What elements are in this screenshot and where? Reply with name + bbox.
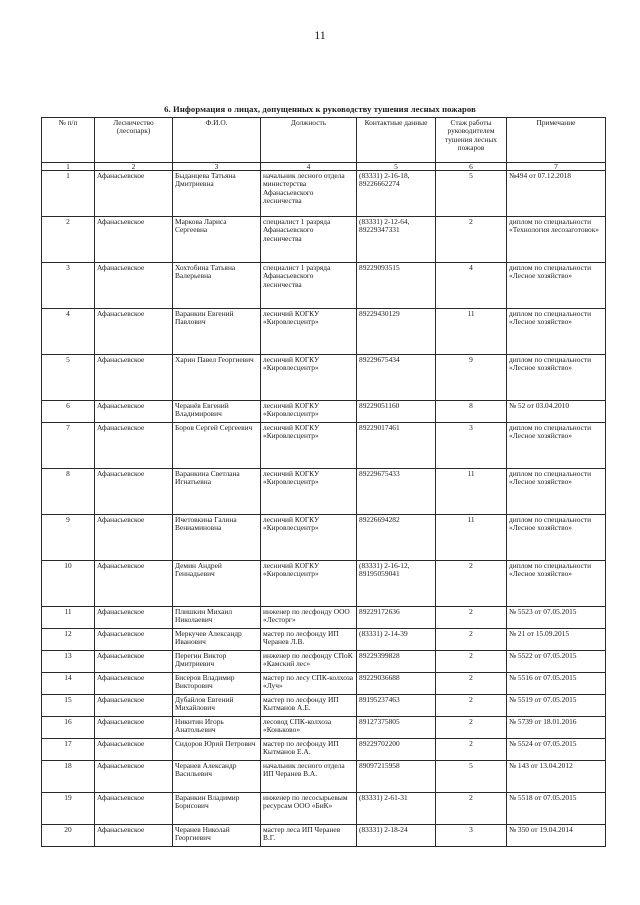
cell-experience: 2 — [436, 607, 507, 629]
cell-name: Боров Сергей Сергеевич — [173, 423, 261, 469]
table-row — [42, 629, 606, 651]
cell-contact: 89229675434 — [357, 355, 436, 401]
cell-note: № 52 от 03.04.2010 — [507, 401, 606, 423]
cell-num: 12 — [42, 629, 95, 651]
table-row — [42, 515, 606, 561]
cell-num: 2 — [42, 217, 95, 263]
table-row — [42, 825, 606, 847]
cell-forestry: Афанасьевское — [95, 423, 173, 469]
cell-num: 9 — [42, 515, 95, 561]
col-header-note: Примечание — [507, 118, 606, 163]
cell-position: мастер леса ИП Черанев В.Г. — [261, 825, 357, 847]
cell-contact: 89229675433 — [357, 469, 436, 515]
cell-num: 5 — [42, 355, 95, 401]
cell-note: № 5518 от 07.05.2015 — [507, 793, 606, 825]
cell-position: лесничий КОГКУ «Кировлесцентр» — [261, 309, 357, 355]
cell-contact: (83331) 2-12-64, 89229347331 — [357, 217, 436, 263]
cell-num: 17 — [42, 739, 95, 761]
table-row — [42, 355, 606, 401]
cell-contact: 89229051160 — [357, 401, 436, 423]
cell-note: № 5522 от 07.05.2015 — [507, 651, 606, 673]
cell-experience: 2 — [436, 673, 507, 695]
cell-position: лесничий КОГКУ «Кировлесцентр» — [261, 469, 357, 515]
cell-experience: 2 — [436, 739, 507, 761]
cell-num: 4 — [42, 309, 95, 355]
cell-name: Меркучев Александр Иванович — [173, 629, 261, 651]
col-header-contact: Контактные данные — [357, 118, 436, 163]
cell-name: Черанев Николай Георгиевич — [173, 825, 261, 847]
cell-contact: 89195237463 — [357, 695, 436, 717]
cell-contact: (83331) 2-16-12, 89195059041 — [357, 561, 436, 607]
cell-name: Никитин Игорь Анатольевич — [173, 717, 261, 739]
cell-experience: 8 — [436, 401, 507, 423]
cell-experience: 4 — [436, 263, 507, 309]
cell-forestry: Афанасьевское — [95, 469, 173, 515]
table-row — [42, 717, 606, 739]
cell-note: диплом по специальности «Лесное хозяйство» — [507, 561, 606, 607]
cell-name: Варанкина Светлана Игнатьевна — [173, 469, 261, 515]
cell-experience: 5 — [436, 761, 507, 793]
cell-experience: 2 — [436, 561, 507, 607]
cell-experience: 2 — [436, 695, 507, 717]
cell-position: специалист 1 разряда Афанасьевского лесничества — [261, 217, 357, 263]
cell-position: лесовод СПК-колхоза «Коньково» — [261, 717, 357, 739]
cell-num: 10 — [42, 561, 95, 607]
cell-forestry: Афанасьевское — [95, 695, 173, 717]
cell-num: 8 — [42, 469, 95, 515]
cell-contact: 89229430129 — [357, 309, 436, 355]
cell-name: Сидоров Юрий Петрович — [173, 739, 261, 761]
cell-experience: 2 — [436, 793, 507, 825]
cell-forestry: Афанасьевское — [95, 739, 173, 761]
cell-forestry: Афанасьевское — [95, 561, 173, 607]
cell-position: инженер по лесфонду СПоК «Камский лес» — [261, 651, 357, 673]
document-title: 6. Информация о лицах, допущенных к руководству тушения лесных пожаров — [164, 104, 476, 114]
cell-num: 18 — [42, 761, 95, 793]
table-row — [42, 761, 606, 793]
cell-experience: 3 — [436, 825, 507, 847]
cell-forestry: Афанасьевское — [95, 825, 173, 847]
cell-note: диплом по специальности «Лесное хозяйство» — [507, 515, 606, 561]
cell-note: диплом по специальности «Лесное хозяйство» — [507, 423, 606, 469]
cell-experience: 11 — [436, 515, 507, 561]
col-header-position: Должность — [261, 118, 357, 163]
table-row — [42, 651, 606, 673]
cell-note: диплом по специальности «Лесное хозяйство» — [507, 263, 606, 309]
table-row — [42, 263, 606, 309]
cell-num: 13 — [42, 651, 95, 673]
cell-num: 19 — [42, 793, 95, 825]
cell-position: инженер по лесосырьевым ресурсам ООО «БиК» — [261, 793, 357, 825]
cell-note: диплом по специальности «Технология лесозаготовок» — [507, 217, 606, 263]
table-row — [42, 309, 606, 355]
cell-forestry: Афанасьевское — [95, 793, 173, 825]
cell-num: 15 — [42, 695, 95, 717]
cell-forestry: Афанасьевское — [95, 355, 173, 401]
col-header-name: Ф.И.О. — [173, 118, 261, 163]
cell-forestry: Афанасьевское — [95, 717, 173, 739]
cell-position: лесничий КОГКУ «Кировлесцентр» — [261, 515, 357, 561]
col-header-experience: Стаж работы руководителем тушения лесных пожаров — [436, 118, 507, 163]
cell-forestry: Афанасьевское — [95, 673, 173, 695]
cell-contact: (83331) 2-14-39 — [357, 629, 436, 651]
col-number: 5 — [357, 163, 436, 171]
table-row — [42, 673, 606, 695]
table-row — [42, 217, 606, 263]
cell-experience: 2 — [436, 217, 507, 263]
cell-position: начальник лесного отдела министерства Афанасьевского лесничества — [261, 171, 357, 217]
cell-num: 20 — [42, 825, 95, 847]
col-number: 4 — [261, 163, 357, 171]
cell-num: 7 — [42, 423, 95, 469]
cell-position: мастер по лесфонду ИП Кытманов Е.А. — [261, 739, 357, 761]
cell-num: 6 — [42, 401, 95, 423]
cell-num: 14 — [42, 673, 95, 695]
cell-forestry: Афанасьевское — [95, 607, 173, 629]
col-number: 2 — [95, 163, 173, 171]
cell-note: № 5523 от 07.05.2015 — [507, 607, 606, 629]
table-row — [42, 171, 606, 217]
col-number: 7 — [507, 163, 606, 171]
cell-position: лесничий КОГКУ «Кировлесцентр» — [261, 401, 357, 423]
col-number: 3 — [173, 163, 261, 171]
cell-experience: 11 — [436, 309, 507, 355]
cell-note: № 5516 от 07.05.2015 — [507, 673, 606, 695]
col-header-forestry: Лесничество (лесопарк) — [95, 118, 173, 163]
cell-contact: 89229702200 — [357, 739, 436, 761]
cell-forestry: Афанасьевское — [95, 401, 173, 423]
column-number-row — [42, 163, 606, 171]
cell-forestry: Афанасьевское — [95, 651, 173, 673]
cell-name: Варанкин Владимир Борисович — [173, 793, 261, 825]
table-header-row — [42, 118, 606, 163]
cell-position: специалист 1 разряда Афанасьевского лесничества — [261, 263, 357, 309]
cell-name: Демин Андрей Геннадьевич — [173, 561, 261, 607]
col-header-num: № п/п — [42, 118, 95, 163]
cell-note: №494 от 07.12.2018 — [507, 171, 606, 217]
cell-num: 3 — [42, 263, 95, 309]
cell-contact: 89229093515 — [357, 263, 436, 309]
cell-name: Черанев Александр Васильевич — [173, 761, 261, 793]
page-number: 11 — [314, 28, 326, 42]
cell-forestry: Афанасьевское — [95, 217, 173, 263]
cell-note: диплом по специальности «Лесное хозяйство» — [507, 469, 606, 515]
cell-num: 11 — [42, 607, 95, 629]
cell-position: лесничий КОГКУ «Кировлесцентр» — [261, 423, 357, 469]
cell-name: Плишкин Михаил Николаевич — [173, 607, 261, 629]
cell-position: мастер по лесфонду ИП Кытманов А.Е. — [261, 695, 357, 717]
table-row — [42, 739, 606, 761]
cell-contact: 89229172636 — [357, 607, 436, 629]
cell-contact: (83331) 2-18-24 — [357, 825, 436, 847]
cell-note: № 5739 от 18.01.2016 — [507, 717, 606, 739]
cell-contact: 89229399828 — [357, 651, 436, 673]
cell-experience: 3 — [436, 423, 507, 469]
cell-note: № 5519 от 07.05.2015 — [507, 695, 606, 717]
table-row — [42, 695, 606, 717]
cell-position: начальник лесного отдела ИП Черанев В.А. — [261, 761, 357, 793]
cell-contact: (83331) 2-16-18, 89226662274 — [357, 171, 436, 217]
col-number: 1 — [42, 163, 95, 171]
cell-forestry: Афанасьевское — [95, 171, 173, 217]
cell-forestry: Афанасьевское — [95, 263, 173, 309]
table-row — [42, 469, 606, 515]
cell-note: № 350 от 19.04.2014 — [507, 825, 606, 847]
cell-contact: 89229017461 — [357, 423, 436, 469]
cell-name: Харин Павел Георгиевич — [173, 355, 261, 401]
cell-position: инженер по лесфонду ООО «Лесторг» — [261, 607, 357, 629]
cell-name: Дубайлов Евгений Михайлович — [173, 695, 261, 717]
cell-forestry: Афанасьевское — [95, 761, 173, 793]
cell-note: № 5524 от 07.05.2015 — [507, 739, 606, 761]
cell-name: Быданцева Татьяна Дмитриевна — [173, 171, 261, 217]
table-row — [42, 401, 606, 423]
cell-experience: 2 — [436, 629, 507, 651]
table-row — [42, 793, 606, 825]
cell-note: № 21 от 15.09.2015 — [507, 629, 606, 651]
cell-contact: 89229036688 — [357, 673, 436, 695]
table-body — [42, 171, 606, 847]
cell-experience: 11 — [436, 469, 507, 515]
cell-name: Варанкин Евгений Павлович — [173, 309, 261, 355]
cell-position: лесничий КОГКУ «Кировлесцентр» — [261, 561, 357, 607]
cell-name: Хохтобина Татьяна Валерьевна — [173, 263, 261, 309]
cell-num: 16 — [42, 717, 95, 739]
cell-experience: 9 — [436, 355, 507, 401]
cell-name: Черанёв Евгений Владимирович — [173, 401, 261, 423]
cell-experience: 2 — [436, 651, 507, 673]
cell-experience: 2 — [436, 717, 507, 739]
cell-name: Маркова Лариса Сергеевна — [173, 217, 261, 263]
cell-contact: 89226694282 — [357, 515, 436, 561]
table-row — [42, 423, 606, 469]
cell-forestry: Афанасьевское — [95, 309, 173, 355]
cell-note: № 143 от 13.04.2012 — [507, 761, 606, 793]
cell-position: лесничий КОГКУ «Кировлесцентр» — [261, 355, 357, 401]
cell-name: Ичетовкина Галина Вениаминовна — [173, 515, 261, 561]
cell-name: Бисеров Владимир Викторович — [173, 673, 261, 695]
cell-forestry: Афанасьевское — [95, 515, 173, 561]
table-row — [42, 607, 606, 629]
cell-experience: 5 — [436, 171, 507, 217]
cell-contact: (83331) 2-61-31 — [357, 793, 436, 825]
col-number: 6 — [436, 163, 507, 171]
fire-leaders-table — [41, 117, 606, 847]
cell-name: Перегин Виктор Дмитриевич — [173, 651, 261, 673]
table-row — [42, 561, 606, 607]
cell-note: диплом по специальности «Лесное хозяйство» — [507, 309, 606, 355]
cell-num: 1 — [42, 171, 95, 217]
cell-contact: 89097215958 — [357, 761, 436, 793]
cell-note: диплом по специальности «Лесное хозяйство» — [507, 355, 606, 401]
cell-forestry: Афанасьевское — [95, 629, 173, 651]
cell-contact: 89127375805 — [357, 717, 436, 739]
cell-position: мастер по лесфонду ИП Черанев Л.В. — [261, 629, 357, 651]
cell-position: мастер по лесу СПК-колхоза «Луч» — [261, 673, 357, 695]
